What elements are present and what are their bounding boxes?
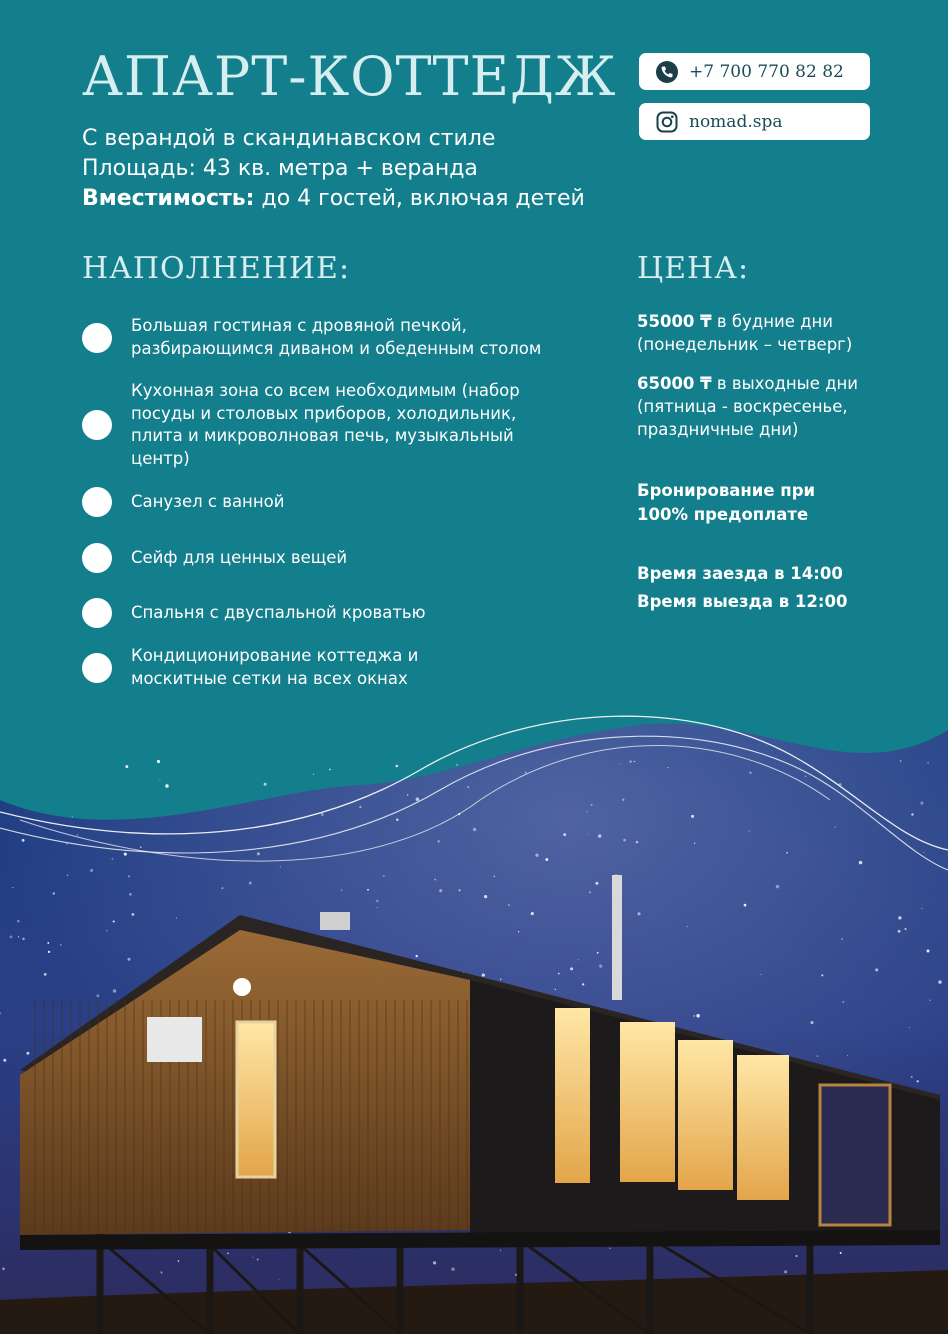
bullet-icon — [82, 323, 112, 353]
bullet-icon — [82, 653, 112, 683]
capacity-label: Вместимость: — [82, 186, 255, 211]
weekend-amount: 65000 ₸ — [637, 374, 712, 393]
area-line: Площадь: 43 кв. метра + веранда — [82, 156, 478, 181]
instagram-icon — [655, 110, 679, 134]
phone-contact[interactable] — [639, 53, 870, 90]
list-item — [82, 380, 602, 470]
bullet-icon — [82, 598, 112, 628]
weekday-price — [637, 310, 917, 356]
feature-text: Кухонная зона со всем необходимым (набор посуды и столовых приборов, холодильник, плита и микроволновая печь, музыкальный центр) — [131, 381, 520, 468]
bullet-icon — [82, 487, 112, 517]
instagram-contact[interactable] — [639, 103, 870, 140]
phone-number: +7 700 770 82 82 — [689, 61, 844, 82]
feature-text: Большая гостиная с дровяной печкой, разбирающимся диваном и обеденным столом — [131, 316, 542, 358]
list-item — [82, 315, 602, 360]
feature-text: Санузел с ванной — [131, 491, 285, 511]
weekday-amount: 55000 ₸ — [637, 312, 712, 331]
weekday-days: (понедельник – четверг) — [637, 335, 853, 354]
style-line: С верандой в скандинавском стиле — [82, 126, 496, 151]
capacity-line — [82, 184, 585, 214]
list-item — [82, 487, 602, 517]
features-heading: НАПОЛНЕНИЕ: — [82, 251, 351, 286]
checkout-time: Время выезда в 12:00 — [637, 592, 848, 611]
cottage-description — [82, 124, 585, 214]
weekday-label: в будние дни — [711, 312, 834, 331]
bullet-icon — [82, 410, 112, 440]
checkin-time: Время заезда в 14:00 — [637, 564, 843, 583]
instagram-handle: nomad.spa — [689, 111, 783, 132]
page-title: АПАРТ-КОТТЕДЖ — [82, 45, 617, 108]
booking-terms: Бронирование при 100% предоплате — [637, 481, 816, 524]
feature-text: Кондиционирование коттеджа и москитные сетки на всех окнах — [131, 646, 419, 688]
capacity-value: до 4 гостей, включая детей — [254, 186, 585, 211]
feature-text: Спальня с двуспальной кроватью — [131, 602, 426, 622]
weekend-days: (пятница - воскресенье, праздничные дни) — [637, 397, 848, 439]
bullet-icon — [82, 543, 112, 573]
list-item — [82, 543, 602, 573]
price-heading: ЦЕНА: — [637, 251, 750, 286]
feature-text: Сейф для ценных вещей — [131, 547, 348, 567]
weekend-label: в выходные дни — [711, 374, 859, 393]
list-item — [82, 598, 602, 628]
phone-icon — [655, 60, 679, 84]
list-item — [82, 645, 602, 690]
weekend-price — [637, 372, 882, 441]
